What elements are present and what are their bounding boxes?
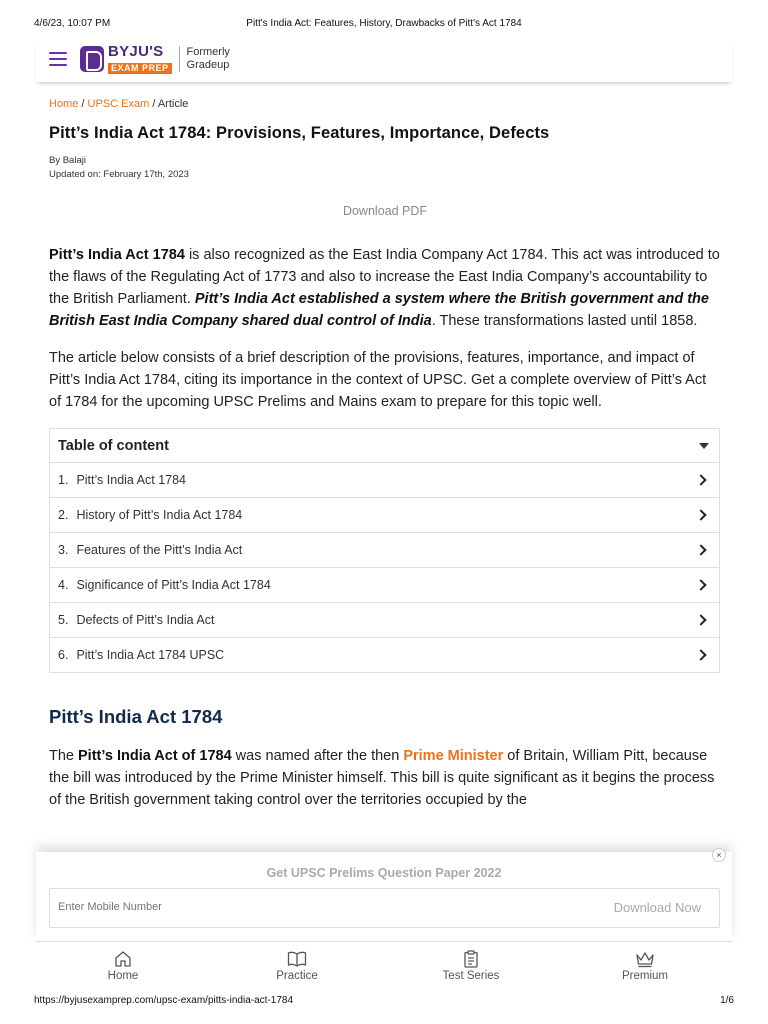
toc-item-text bbox=[58, 648, 224, 662]
nav-test-series-label: Test Series bbox=[442, 970, 500, 982]
toc-title: Table of content bbox=[58, 437, 169, 454]
download-now-button[interactable]: Download Now bbox=[613, 900, 701, 915]
article-content bbox=[49, 95, 721, 811]
toc-item[interactable] bbox=[50, 567, 719, 602]
lead-banner bbox=[36, 852, 732, 942]
toc-item-text bbox=[58, 508, 242, 522]
breadcrumb-home[interactable]: Home bbox=[49, 98, 79, 110]
toc-item[interactable] bbox=[50, 462, 719, 497]
toc-item-number: 4. bbox=[58, 578, 69, 592]
chevron-right-icon bbox=[695, 509, 706, 520]
toc-item-text bbox=[58, 473, 186, 487]
overview-paragraph: The article below consists of a brief description of the provisions, features, importance, and impact of Pitt’s India Act 1784, citing its importance in the context of UPSC. Get a complete overview of Pitt’s Act of 1784 for the upcoming UPSC Prelims and Mains exam to prepare for this topic well. bbox=[49, 350, 707, 410]
lead-form bbox=[49, 888, 720, 928]
print-url: https://byjusexamprep.com/upsc-exam/pitts-india-act-1784 bbox=[34, 995, 294, 1006]
toc-item-number: 3. bbox=[58, 543, 69, 557]
toc-item[interactable] bbox=[50, 497, 719, 532]
nav-practice[interactable] bbox=[210, 942, 384, 991]
print-page-number: 1/6 bbox=[720, 995, 734, 1006]
nav-test-series[interactable] bbox=[384, 942, 558, 991]
prime-minister-link[interactable]: Prime Minister bbox=[403, 748, 504, 764]
close-icon[interactable]: × bbox=[712, 848, 726, 862]
breadcrumb-separator: / bbox=[149, 98, 158, 110]
nav-home[interactable] bbox=[36, 942, 210, 991]
breadcrumb bbox=[49, 98, 721, 110]
intro-text: is also recognized as the East India Company Act 1784. This act was introduced to the flaws of the Regulating Act of 1773 and also to increase the East India Company’s accountability to the British Parliament. bbox=[49, 247, 720, 307]
logo-formerly bbox=[187, 46, 230, 71]
site-header bbox=[36, 40, 732, 82]
book-icon bbox=[287, 950, 307, 968]
formerly-name: Gradeup bbox=[186, 59, 230, 71]
logo-sub: EXAM PREP bbox=[108, 63, 172, 74]
byjus-logo-icon bbox=[80, 46, 104, 72]
nav-premium[interactable] bbox=[558, 942, 732, 991]
chevron-right-icon bbox=[695, 649, 706, 660]
lead-banner-title: Get UPSC Prelims Question Paper 2022 bbox=[266, 866, 502, 880]
toc-item-label: Significance of Pitt’s India Act 1784 bbox=[76, 578, 271, 592]
nav-home-label: Home bbox=[107, 970, 139, 982]
chevron-right-icon bbox=[695, 579, 706, 590]
toc-item-text bbox=[58, 543, 242, 557]
intro-paragraph bbox=[49, 244, 721, 332]
home-icon bbox=[114, 950, 132, 968]
toc-item-text bbox=[58, 578, 271, 592]
table-of-content bbox=[49, 428, 720, 673]
print-date: 4/6/23, 10:07 PM bbox=[34, 18, 111, 29]
formerly-label: Formerly bbox=[186, 46, 230, 59]
toc-item[interactable] bbox=[50, 602, 719, 637]
toc-item-label: Pitt’s India Act 1784 UPSC bbox=[76, 648, 225, 662]
toc-item-label: Defects of Pitt’s India Act bbox=[76, 613, 215, 627]
menu-icon[interactable] bbox=[49, 52, 67, 66]
site-logo[interactable] bbox=[80, 44, 230, 74]
section-text: The bbox=[49, 748, 79, 764]
intro-bold: Pitt’s India Act 1784 bbox=[49, 247, 185, 263]
section-bold: Pitt’s India Act of 1784 bbox=[78, 748, 232, 764]
intro-emphasis: Pitt’s India Act established a system where the British government and the British East India Company shared dual control of India bbox=[49, 291, 709, 329]
breadcrumb-current: Article bbox=[157, 98, 189, 110]
toc-item-number: 5. bbox=[58, 613, 69, 627]
breadcrumb-upsc-exam[interactable]: UPSC Exam bbox=[87, 98, 150, 110]
bottom-nav bbox=[36, 941, 732, 991]
article-author: By Balaji bbox=[49, 155, 86, 166]
toc-item-label: Features of the Pitt’s India Act bbox=[76, 543, 243, 557]
toc-item-label: Pitt’s India Act 1784 bbox=[76, 473, 187, 487]
logo-divider bbox=[179, 46, 180, 72]
download-pdf-link[interactable]: Download PDF bbox=[342, 204, 428, 218]
clipboard-icon bbox=[463, 950, 479, 968]
section-text: was named after the then bbox=[231, 748, 404, 764]
mobile-number-input[interactable] bbox=[58, 901, 458, 913]
toc-item[interactable] bbox=[50, 637, 719, 672]
toc-item-number: 2. bbox=[58, 508, 69, 522]
caret-down-icon[interactable] bbox=[699, 443, 709, 449]
toc-item-label: History of Pitt’s India Act 1784 bbox=[76, 508, 243, 522]
toc-item-text bbox=[58, 613, 214, 627]
toc-header[interactable] bbox=[50, 429, 719, 462]
section-text: of Britain, William Pitt, because the bill was introduced by the Prime Minister himself. This bill is quite significant as it begins the process of the British government taking control over the territories occupied by the bbox=[49, 748, 715, 808]
toc-item[interactable] bbox=[50, 532, 719, 567]
print-title: Pitt's India Act: Features, History, Drawbacks of Pitt's Act 1784 bbox=[246, 18, 522, 29]
section-title: Pitt’s India Act 1784 bbox=[49, 706, 223, 727]
nav-practice-label: Practice bbox=[276, 970, 318, 982]
chevron-right-icon bbox=[695, 614, 706, 625]
toc-item-number: 1. bbox=[58, 473, 69, 487]
crown-icon bbox=[635, 950, 655, 968]
intro-text-end: . These transformations lasted until 1858. bbox=[431, 313, 698, 329]
breadcrumb-separator: / bbox=[78, 98, 88, 110]
toc-item-number: 6. bbox=[58, 648, 69, 662]
article-updated: Updated on: February 17th, 2023 bbox=[49, 169, 189, 180]
nav-premium-label: Premium bbox=[621, 970, 668, 982]
chevron-right-icon bbox=[695, 474, 706, 485]
chevron-right-icon bbox=[695, 544, 706, 555]
page-title: Pitt’s India Act 1784: Provisions, Features, Importance, Defects bbox=[49, 124, 550, 142]
logo-brand: BYJU'S bbox=[108, 42, 164, 60]
section-paragraph bbox=[49, 745, 721, 811]
print-header bbox=[0, 0, 768, 40]
